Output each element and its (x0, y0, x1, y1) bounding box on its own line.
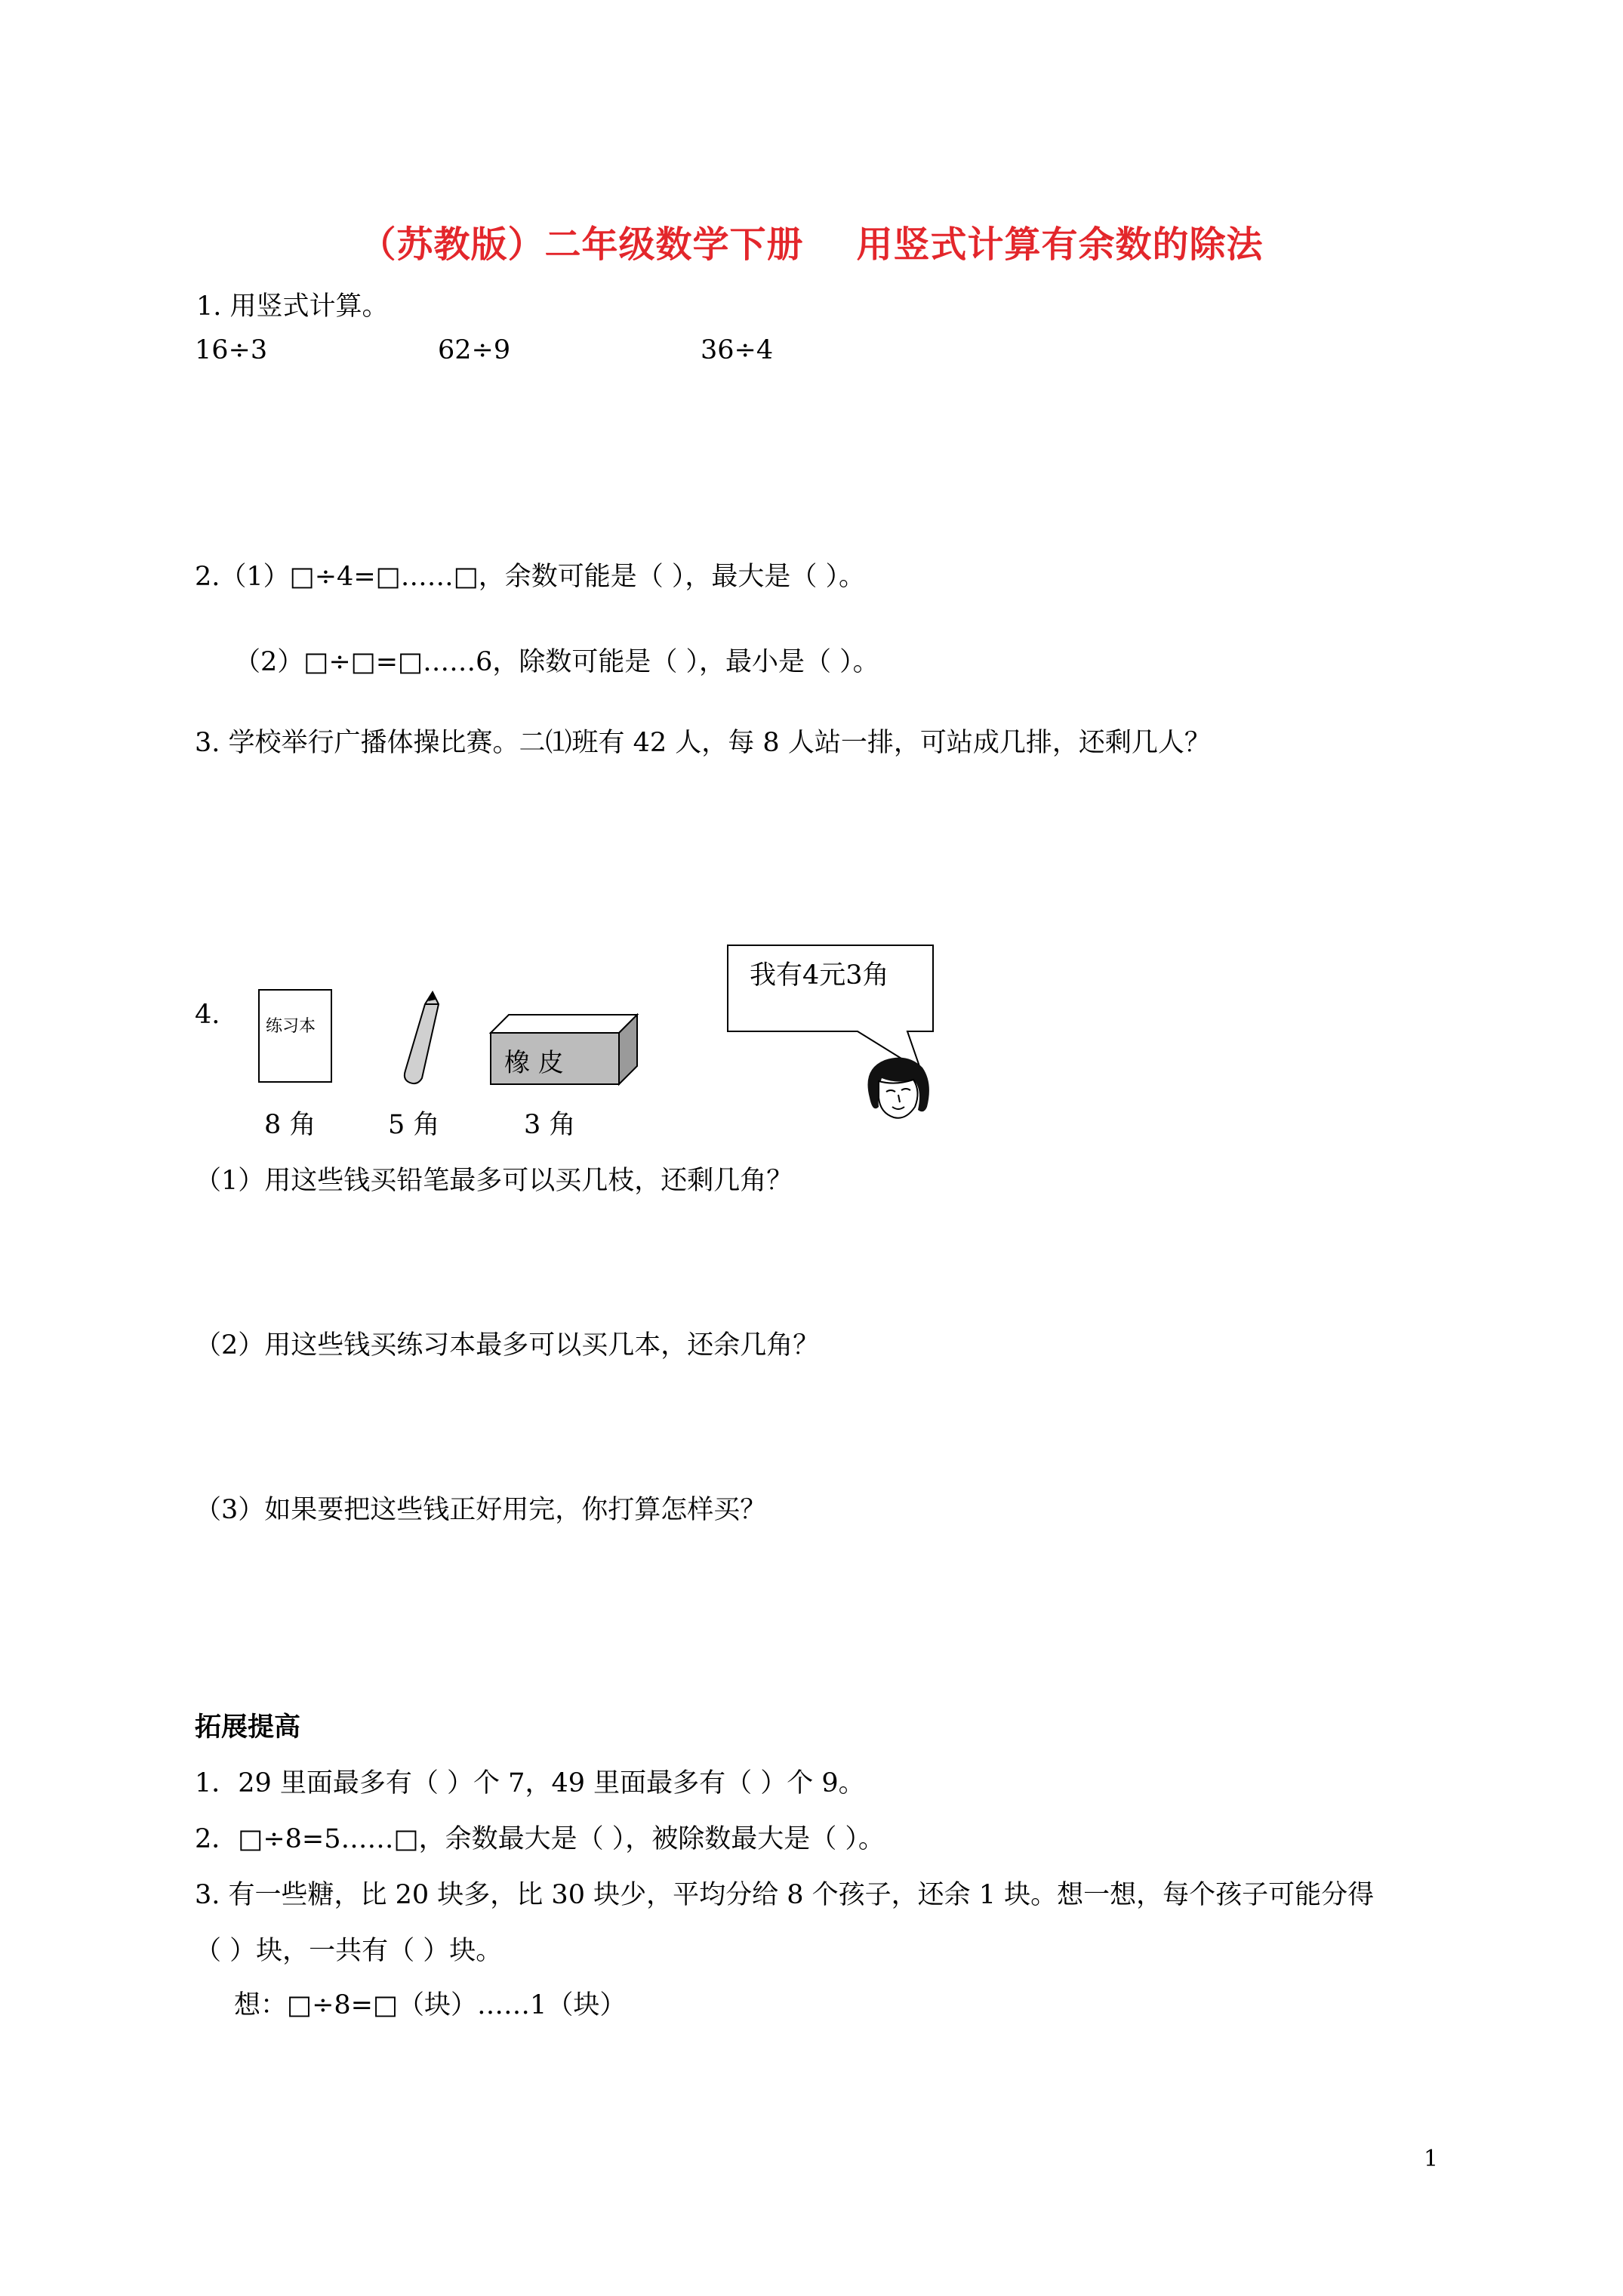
q1-label: 1. 用竖式计算。 (196, 291, 389, 322)
q4-sub-2: （2）用这些钱买练习本最多可以买几本，还余几角？ (195, 1330, 820, 1361)
q4-sub-1: （1）用这些钱买铅笔最多可以买几枝，还剩几角？ (195, 1166, 793, 1196)
extension-q3-hint: 想：□÷8=□（块）……1（块） (234, 1990, 627, 2020)
eraser-label: 橡 皮 (504, 1048, 564, 1078)
q1-expr-3: 36÷4 (701, 335, 774, 365)
price-pencil: 5 角 (388, 1110, 440, 1140)
extension-q3-line-1: 3. 有一些糖，比 20 块多，比 30 块少，平均分给 8 个孩子，还余 1 块。想一想，每个孩子可能分得 (195, 1880, 1375, 1910)
q3-text: 3. 学校举行广播体操比赛。二⑴班有 42 人，每 8 人站一排，可站成几排，还剩几人？ (195, 728, 1211, 758)
q4-number: 4. (195, 1000, 220, 1030)
extension-q1: 1．29 里面最多有（ ）个 7，49 里面最多有（ ）个 9。 (195, 1768, 865, 1798)
title-part1: （苏教版）二年级数学下册 (359, 223, 804, 266)
title-part2: 用竖式计算有余数的除法 (856, 223, 1264, 266)
page-number: 1 (1424, 2146, 1439, 2172)
page-title (0, 215, 1623, 267)
notebook-image (258, 989, 332, 1083)
q2-line-1: 2.（1）□÷4=□……□，余数可能是（ ），最大是（ ）。 (195, 562, 866, 592)
q1-expr-2: 62÷9 (438, 335, 511, 365)
q2-line-2: （2）□÷□=□……6，除数可能是（ ），最小是（ ）。 (234, 647, 879, 677)
girl-face-icon (859, 1054, 935, 1123)
extension-heading: 拓展提高 (195, 1712, 301, 1743)
extension-q3-line-2: （ ）块，一共有（ ）块。 (195, 1936, 503, 1966)
extension-q2: 2．□÷8=5……□，余数最大是（ ），被除数最大是（ ）。 (195, 1824, 885, 1854)
price-notebook: 8 角 (264, 1110, 316, 1140)
q4-sub-3: （3）如果要把这些钱正好用完，你打算怎样买？ (195, 1495, 767, 1525)
q1-expr-1: 16÷3 (195, 335, 268, 365)
speech-text: 我有4元3角 (750, 960, 889, 991)
pencil-image (396, 989, 449, 1087)
price-eraser: 3 角 (524, 1110, 576, 1140)
notebook-label: 练习本 (266, 1017, 316, 1036)
